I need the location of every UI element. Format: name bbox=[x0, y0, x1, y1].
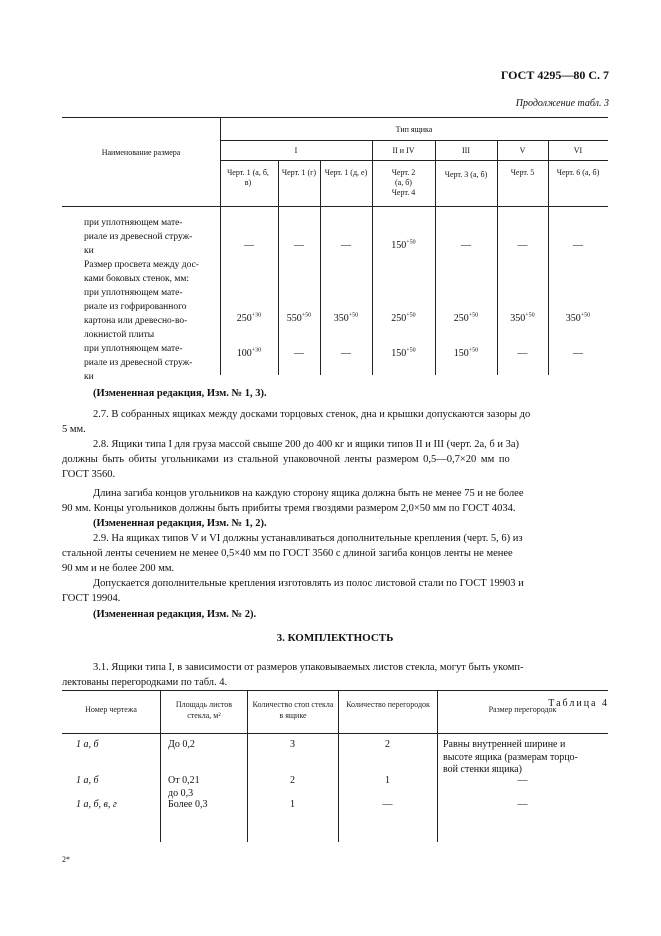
paragraph-line: 2.9. На ящиках типов V и VI должны устанавливаться дополнительные крепления (черт. 5, 6) из bbox=[93, 533, 523, 544]
paragraph-line: 5 мм. bbox=[62, 424, 86, 435]
t4-cell-drawing: 1 а, б bbox=[76, 775, 99, 786]
paragraph-line: стальной ленты сечением не менее 0,5×40 мм по ГОСТ 3560 с длиной загиба концов ленты не менее bbox=[62, 548, 513, 559]
t4-cell-drawing: 1 а, б, в, г bbox=[76, 799, 117, 810]
page-title: ГОСТ 4295—80 С. 7 bbox=[500, 68, 609, 82]
row-name-line: ки bbox=[84, 372, 94, 382]
t4-cell-stacks: 1 bbox=[290, 799, 295, 810]
t4-cell-partitions: — bbox=[382, 799, 393, 810]
t4-cell-area: До 0,2 bbox=[168, 739, 195, 750]
t4-cell-drawing: 1 а, б bbox=[76, 739, 99, 750]
cell-value: $100^{+30}$ bbox=[236, 347, 262, 359]
cell-value: — bbox=[244, 240, 254, 251]
cell-value: — bbox=[294, 240, 304, 251]
sub-col-4c: Черт. 4 bbox=[391, 188, 416, 197]
t4-cell-stacks: 3 bbox=[290, 739, 295, 750]
cell-value: — bbox=[341, 348, 351, 359]
t4-cell-size: Равны внутренней ширине и высоте ящика (размерам торцо- вой стенки ящика) bbox=[443, 739, 578, 775]
t4-cell-partitions: 1 bbox=[385, 775, 390, 786]
row-name-line: при уплотняющем мате- bbox=[84, 218, 183, 228]
row-name-line: ками боковых стенок, мм: bbox=[84, 274, 190, 284]
amendment-note: (Измененная редакция, Изм. № 1, 3). bbox=[93, 388, 267, 399]
sub-col-1: Черт. 1 (а, б, в) bbox=[227, 168, 269, 187]
cell-value: $350^{+50}$ bbox=[565, 312, 591, 324]
footer-mark: 2* bbox=[62, 855, 70, 864]
sub-col-2: Черт. 1 (г) bbox=[281, 168, 317, 177]
cell-value: $550^{+50}$ bbox=[286, 312, 312, 324]
type-ii-iv: II и IV bbox=[392, 146, 415, 155]
cell-value: $350^{+50}$ bbox=[333, 312, 359, 324]
paragraph-line: Допускается дополнительные крепления изготовлять из полос листовой стали по ГОСТ 19903 и bbox=[93, 578, 524, 589]
t4-header-partitions: Количество перегородок bbox=[346, 700, 430, 709]
cell-value: $350^{+50}$ bbox=[510, 312, 535, 324]
t4-header-size: Размер перегородок bbox=[488, 705, 557, 714]
cell-value: $250^{+50}$ bbox=[453, 312, 479, 324]
cell-value: — bbox=[573, 348, 583, 359]
t4-cell-area: От 0,21 до 0,3 bbox=[168, 775, 200, 799]
paragraph-line: 3.1. Ящики типа I, в зависимости от размеров упаковываемых листов стекла, могут быть укомп- bbox=[93, 662, 524, 673]
t4-cell-size: — bbox=[517, 799, 528, 810]
sub-col-5: Черт. 3 (а, б) bbox=[444, 170, 488, 179]
t4-cell-area: Более 0,3 bbox=[168, 799, 208, 810]
cell-value: $250^{+50}$ bbox=[391, 312, 416, 324]
amendment-note: (Измененная редакция, Изм. № 2). bbox=[93, 609, 257, 620]
cell-value: — bbox=[517, 348, 528, 359]
paragraph-line: лектованы перегородками по табл. 4. bbox=[62, 677, 228, 688]
row-name-line: риале из древесной струж- bbox=[84, 358, 193, 368]
cell-value: — bbox=[517, 240, 528, 251]
cell-value: $150^{+50}$ bbox=[391, 239, 416, 251]
t4-header-area: Площадь листов стекла, м² bbox=[175, 700, 233, 720]
paragraph-line: 2.7. В собранных ящиках между досками торцовых стенок, дна и крышки допускаются зазоры до bbox=[93, 409, 531, 420]
paragraph-line: ГОСТ 3560. bbox=[62, 469, 116, 480]
t4-header-stacks: Количество стоп стекла в ящике bbox=[252, 700, 334, 720]
row-name-line: при уплотняющем мате- bbox=[84, 288, 183, 298]
row-name-line: при уплотняющем мате- bbox=[84, 344, 183, 354]
type-vi: VI bbox=[573, 146, 583, 155]
row-name-line: риале из гофрированного bbox=[84, 302, 187, 312]
paragraph-line: 90 мм и не более 200 мм. bbox=[62, 563, 175, 574]
t4-cell-size: — bbox=[517, 775, 528, 786]
t4-header-drawing: Номер чертежа bbox=[85, 705, 137, 714]
cell-value: — bbox=[294, 348, 304, 359]
paragraph-line: должны быть обиты угольниками из стальной упаковочной ленты размером 0,5—0,7×20 мм по bbox=[62, 454, 510, 465]
cell-value: — bbox=[573, 240, 583, 251]
type-i: I bbox=[294, 146, 298, 155]
cell-value: $150^{+50}$ bbox=[391, 347, 416, 359]
cell-value: $150^{+50}$ bbox=[453, 347, 479, 359]
row-name-line: риале из древесной струж- bbox=[84, 232, 193, 242]
sub-col-6: Черт. 5 bbox=[510, 168, 535, 177]
cell-value: $250^{+30}$ bbox=[236, 312, 262, 324]
paragraph-line: 90 мм. Концы угольников должны быть прибиты тремя гвоздями размером 2,0×50 мм по ГОСТ 4034. bbox=[62, 503, 516, 514]
cell-value: — bbox=[341, 240, 351, 251]
sub-col-4b: (а, б) bbox=[395, 178, 412, 187]
row-name-line: картона или древесно-во- bbox=[84, 316, 188, 326]
section-heading: 3. КОМПЛЕКТНОСТЬ bbox=[276, 632, 394, 644]
type-iii: III bbox=[462, 146, 470, 155]
row-name-line: ки bbox=[84, 246, 94, 256]
sub-col-4a: Черт. 2 bbox=[391, 168, 416, 177]
col-header-name: Наименование размера bbox=[101, 148, 181, 157]
paragraph-line: ГОСТ 19904. bbox=[62, 593, 121, 604]
t4-cell-stacks: 2 bbox=[290, 775, 295, 786]
t4-cell-partitions: 2 bbox=[385, 739, 390, 750]
paragraph-line: 2.8. Ящики типа I для груза массой свыше 200 до 400 кг и ящики типов II и III (черт. 2а, б и 3а) bbox=[93, 439, 520, 450]
amendment-note: (Измененная редакция, Изм. № 1, 2). bbox=[93, 518, 267, 529]
paragraph-line: Длина загиба концов угольников на каждую сторону ящика должна быть не менее 75 и не более bbox=[93, 488, 524, 499]
row-name-line: локнистой плиты bbox=[84, 330, 155, 340]
table-continuation-label: Продолжение табл. 3 bbox=[515, 98, 609, 109]
cell-value: — bbox=[461, 240, 471, 251]
sub-col-7: Черт. 6 (а, б) bbox=[556, 168, 600, 177]
col-header-box-type: Тип ящика bbox=[395, 125, 433, 134]
row-name-line: Размер просвета между дос- bbox=[84, 260, 199, 270]
table4-label: Таблица 4 bbox=[548, 698, 609, 709]
type-v: V bbox=[519, 146, 526, 155]
sub-col-3: Черт. 1 (д, е) bbox=[324, 168, 368, 177]
